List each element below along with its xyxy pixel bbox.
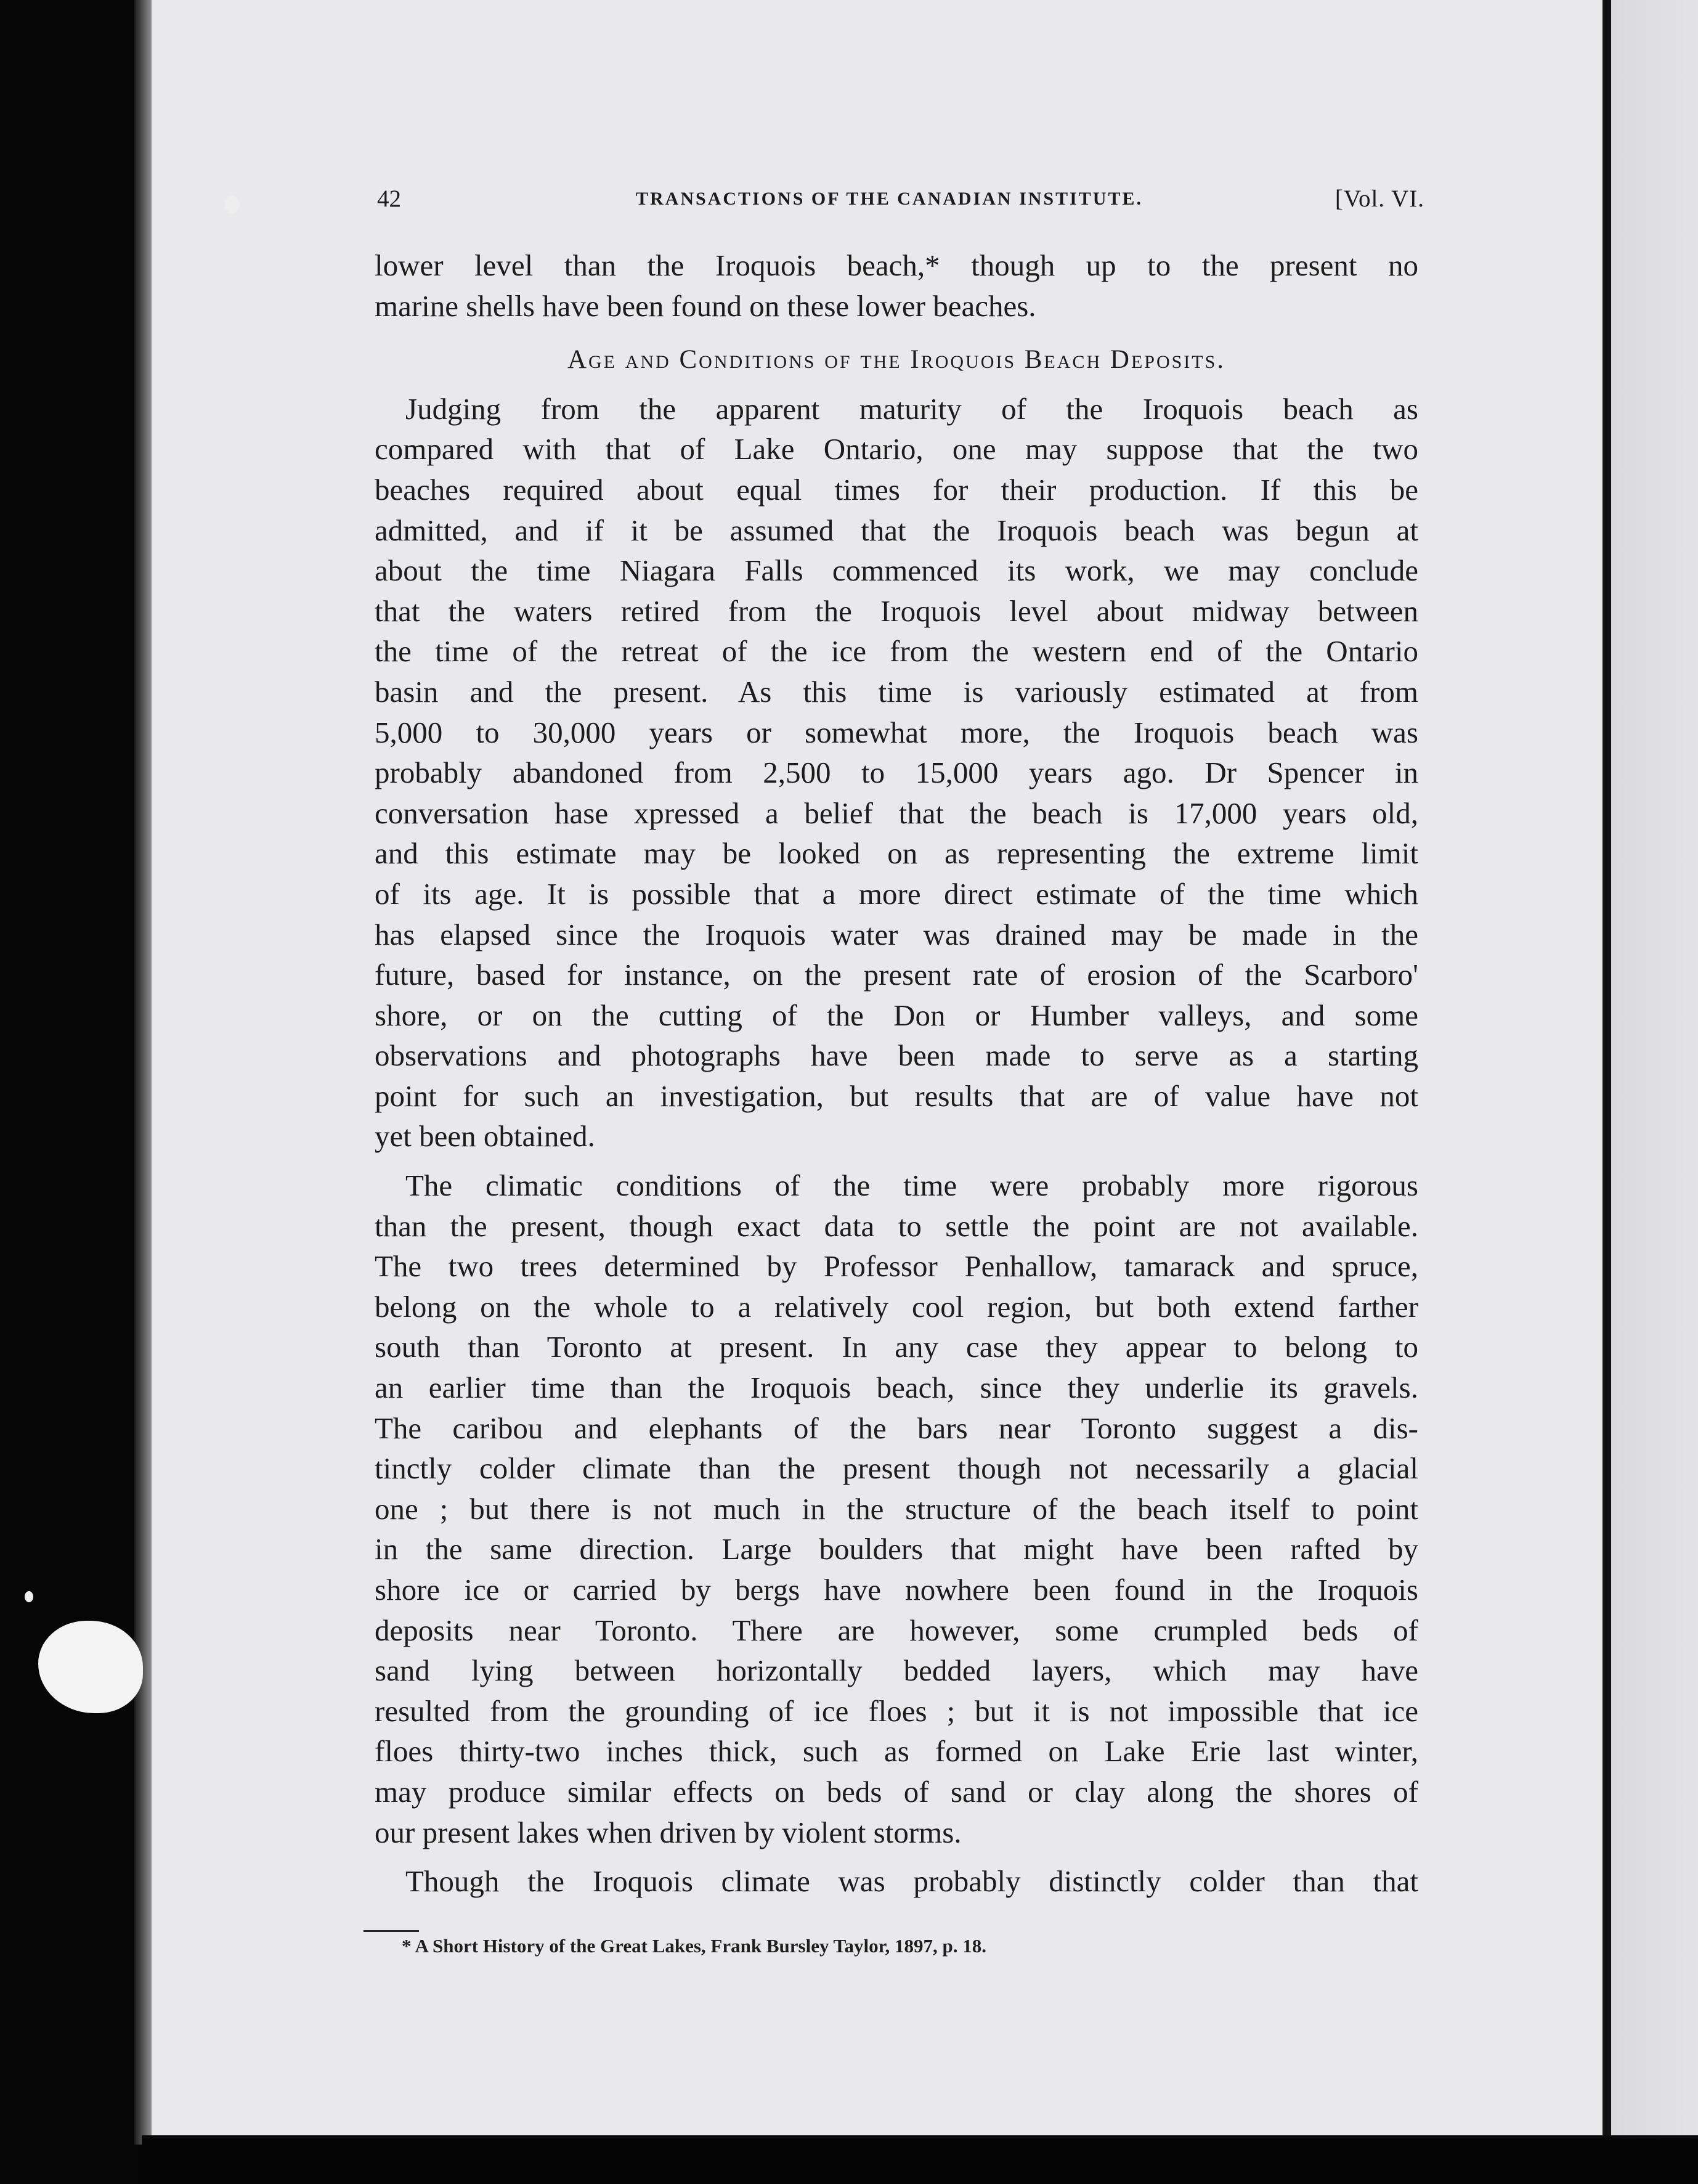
section-heading: Age and Conditions of the Iroquois Beach Deposits.: [567, 345, 1226, 375]
text-line: admitted, and if it be assumed that the Iroquois beach was begun at: [375, 513, 1418, 547]
text-line: marine shells have been found on these lower beaches.: [375, 288, 1036, 323]
text-line: floes thirty-two inches thick, such as formed on Lake Erie last winter,: [375, 1734, 1418, 1769]
carryover-paragraph: [375, 245, 1418, 326]
paragraph-age: [375, 389, 1418, 1157]
text-line: future, based for instance, on the present rate of erosion of the Scarboro': [375, 958, 1418, 992]
text-line: the time of the retreat of the ice from the western end of the Ontario: [375, 634, 1418, 669]
paragraph-continuation: [375, 1861, 1418, 1902]
paper-speck: [225, 196, 240, 213]
text-line: our present lakes when driven by violent storms.: [375, 1815, 962, 1849]
text-line: conversation hase xpressed a belief that the beach is 17,000 years old,: [375, 796, 1418, 830]
page-header: [377, 185, 1424, 222]
text-line: of its age. It is possible that a more direct estimate of the time which: [375, 876, 1418, 911]
volume-label: [Vol. VI.: [1334, 185, 1424, 212]
text-line: Though the Iroquois climate was probably distinctly colder than that: [405, 1864, 1418, 1899]
text-line: about the time Niagara Falls commenced its work, we may conclude: [375, 553, 1418, 588]
text-line: Judging from the apparent maturity of the Iroquois beach as: [405, 391, 1418, 426]
text-line: belong on the whole to a relatively cool region, but both extend farther: [375, 1289, 1418, 1324]
paper-speck: [25, 1591, 33, 1602]
text-line: compared with that of Lake Ontario, one may suppose that the two: [375, 432, 1418, 467]
text-line: shore, or on the cutting of the Don or Humber valleys, and some: [375, 998, 1418, 1032]
text-line: The climatic conditions of the time were probably more rigorous: [405, 1168, 1418, 1203]
text-line: that the waters retired from the Iroquois level about midway between: [375, 593, 1418, 628]
text-line: in the same direction. Large boulders that might have been rafted by: [375, 1532, 1418, 1567]
text-line: south than Toronto at present. In any case they appear to belong to: [375, 1330, 1418, 1364]
text-line: The caribou and elephants of the bars near Toronto suggest a dis-: [375, 1411, 1418, 1445]
text-line: an earlier time than the Iroquois beach, since they underlie its gravels.: [375, 1371, 1418, 1405]
text-line: than the present, though exact data to settle the point are not available.: [375, 1208, 1418, 1243]
running-title: TRANSACTIONS OF THE CANADIAN INSTITUTE.: [636, 189, 1143, 209]
text-line: deposits near Toronto. There are however, some crumpled beds of: [375, 1613, 1418, 1647]
footnote: * A Short History of the Great Lakes, Frank Bursley Taylor, 1897, p. 18.: [402, 1935, 987, 1957]
text-line: probably abandoned from 2,500 to 15,000 years ago. Dr Spencer in: [375, 756, 1418, 790]
text-line: observations and photographs have been made to serve as a starting: [375, 1038, 1418, 1073]
scan-bottom-margin: [142, 2135, 1698, 2184]
text-line: shore ice or carried by bergs have nowhere been found in the Iroquois: [375, 1573, 1418, 1607]
text-line: one ; but there is not much in the structure of the beach itself to point: [375, 1491, 1418, 1526]
text-line: has elapsed since the Iroquois water was drained may be made in the: [375, 917, 1418, 951]
text-line: resulted from the grounding of ice floes ; but it is not impossible that ice: [375, 1693, 1418, 1728]
text-line: yet been obtained.: [375, 1119, 595, 1154]
text-line: basin and the present. As this time is variously estimated at from: [375, 674, 1418, 709]
text-line: sand lying between horizontally bedded layers, which may have: [375, 1653, 1418, 1688]
text-line: beaches required about equal times for their production. If this be: [375, 472, 1418, 507]
page-body: [375, 245, 1418, 1902]
text-line: tinctly colder climate than the present though not necessarily a glacial: [375, 1451, 1418, 1486]
paragraph-climate: [375, 1165, 1418, 1852]
scan-left-margin: [0, 0, 142, 2184]
text-line: The two trees determined by Professor Penhallow, tamarack and spruce,: [375, 1249, 1418, 1284]
text-line: lower level than the Iroquois beach,* though up to the present no: [375, 248, 1418, 282]
book-spine-edge: [134, 0, 153, 2145]
text-line: and this estimate may be looked on as representing the extreme limit: [375, 836, 1418, 871]
text-line: point for such an investigation, but results that are of value have not: [375, 1078, 1418, 1113]
text-line: 5,000 to 30,000 years or somewhat more, the Iroquois beach was: [375, 715, 1418, 749]
facing-page-edge: [1603, 0, 1698, 2135]
text-line: may produce similar effects on beds of sand or clay along the shores of: [375, 1774, 1418, 1809]
page-number: 42: [377, 185, 401, 212]
footnote-rule: [364, 1930, 419, 1932]
